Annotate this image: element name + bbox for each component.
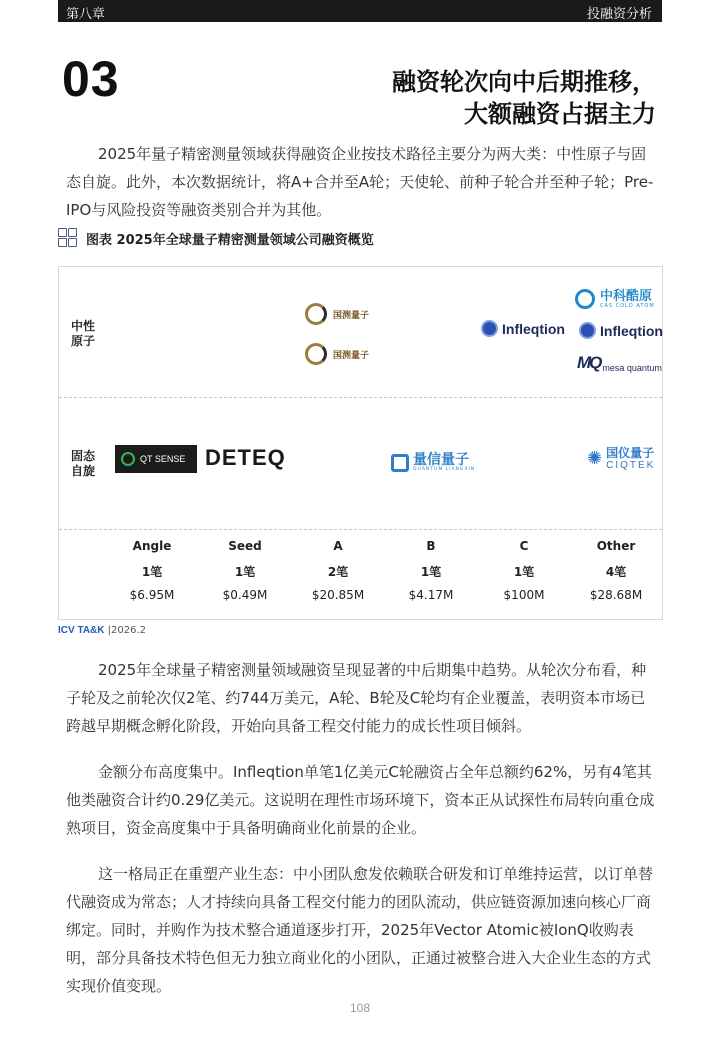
figure-title-text: 图表 2025年全球量子精密测量领域公司融资概览 — [86, 233, 374, 248]
guoce-quantum-logo: 国测量子 — [305, 303, 369, 325]
grid-icon — [58, 228, 76, 246]
cas-ring-icon — [575, 289, 595, 309]
row-divider — [59, 397, 662, 398]
round-stat-b: B 1笔 $4.17M — [408, 539, 454, 602]
round-stat-c: C 1笔 $100M — [503, 539, 545, 602]
figure-source — [58, 625, 146, 636]
headline-line-1: 融资轮次向中后期推移， — [392, 68, 656, 96]
cas-cold-atom-logo: 中科酷原 CAS COLD ATOM — [575, 289, 655, 309]
headline — [392, 66, 656, 130]
infleqtion-orb-icon — [481, 320, 498, 337]
row-label-solid-spin: 固态 自旋 — [71, 449, 96, 478]
section-number: 03 — [62, 51, 120, 107]
guoce-quantum-logo: 国测量子 — [305, 343, 369, 365]
page-number: 108 — [349, 1001, 371, 1015]
round-stat-seed: Seed 1笔 $0.49M — [222, 539, 268, 602]
deteq-logo: DETEQ — [205, 445, 286, 470]
row-label-neutral-atom: 中性 原子 — [71, 319, 96, 348]
guoce-ring-icon — [305, 303, 327, 325]
round-stat-other: Other 4笔 $28.68M — [589, 539, 643, 602]
row-divider — [59, 529, 662, 530]
liangxin-mark-icon — [391, 454, 409, 472]
headline-line-2: 大额融资占据主力 — [464, 100, 656, 128]
infleqtion-logo: Infleqtion — [481, 320, 565, 337]
infleqtion-orb-icon — [579, 322, 596, 339]
mesa-mark-icon: MQ — [577, 353, 601, 372]
guoce-ring-icon — [305, 343, 327, 365]
round-stats — [106, 539, 662, 611]
chapter-label: 第八章 — [66, 7, 106, 22]
source-date: |2026.2 — [107, 625, 147, 636]
body-paragraph: 金额分布高度集中。Infleqtion单笔1亿美元C轮融资占全年总额约62%，另有4笔其他类融资合计约0.29亿美元。这说明在理性市场环境下，资本正从试探性布局转向重仓成熟项目，资金高度集中于具备明确商业化前景的企业。 — [66, 763, 655, 837]
chapter-header-bar — [58, 0, 662, 22]
source-brand: ICV TA&K — [58, 625, 105, 636]
ciqtek-logo: ✺ 国仪量子 CIQTEK — [587, 446, 656, 471]
section-label: 投融资分析 — [586, 7, 652, 22]
round-stat-angle: Angle 1笔 $6.95M — [129, 539, 175, 602]
ciqtek-spiral-icon: ✺ — [587, 448, 603, 469]
qt-sense-mark-icon — [121, 452, 135, 466]
liangxin-quantum-logo: 量信量子 QUANTUM LIANGXIN — [391, 453, 475, 472]
body-paragraph: 这一格局正在重塑产业生态：中小团队愈发依赖联合研发和订单维持运营，以订单替代融资成为常态；人才持续向具备工程交付能力的团队流动，供应链资源加速向核心厂商绑定。同时，并购作为技术整合通道逐步打开，2025年Vector Atomic被IonQ收购表明，部分具备技术特色但无力独立商业化的小团队，正通过被整合进入大企业生态的方式实现价值变现。 — [66, 865, 654, 995]
mesa-quantum-logo: MQ mesa quantum — [577, 353, 662, 373]
body-paragraph: 2025年全球量子精密测量领域融资呈现显著的中后期集中趋势。从轮次分布看，种子轮及之前轮次仅2笔、约744万美元，A轮、B轮及C轮均有企业覆盖，表明资本市场已跨越早期概念孵化阶段，开始向具备工程交付能力的成长性项目倾斜。 — [66, 661, 647, 735]
funding-overview-figure — [58, 266, 663, 620]
intro-paragraph: 2025年量子精密测量领域获得融资企业按技术路径主要分为两大类：中性原子与固态自旋。此外，本次数据统计，将A+合并至A轮；天使轮、前种子轮合并至种子轮；Pre-IPO与风险投资等融资类别合并为其他。 — [66, 145, 654, 219]
qt-sense-logo: QT SENSE — [115, 445, 197, 473]
infleqtion-logo: Infleqtion — [579, 322, 663, 339]
round-stat-a: A 2笔 $20.85M — [311, 539, 365, 602]
